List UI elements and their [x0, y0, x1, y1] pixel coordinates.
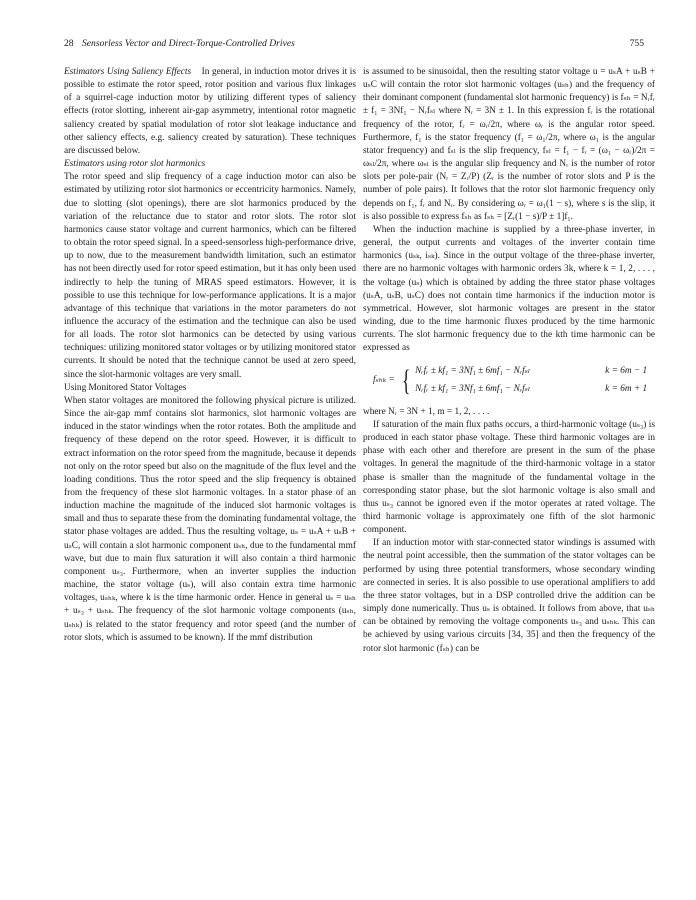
- right-column: [363, 66, 655, 656]
- page-number-right: 755: [629, 38, 644, 49]
- equation-cond-1: k = 6m − 1: [605, 366, 648, 377]
- heading-monitored-voltages: Using Monitored Stator Voltages: [64, 382, 187, 393]
- intro-paragraph: [64, 66, 356, 158]
- paragraph-saturation: If saturation of the main flux paths occurs, a third-harmonic voltage (uₛ₃) is produced in each stator phase voltage. These third harmonic voltages are in phase with each other and therefore are present in the sum of the phase voltages. In general the magnitude of the third-harmonic voltage in a stator phase is smaller than the magnitude of the fundamental voltage in the corresponding stator phase, but the slot harmonic voltage is also small and thus uₛ₃ cannot be ignored even if the motor operates at rated voltage. The third harmonic voltage is approximately one fifth of the slot harmonic component.: [363, 419, 655, 536]
- section-heading-saliency: Estimators Using Saliency Effects: [64, 67, 192, 77]
- equation-row-2: Nᵣfᵣ ± kf₁ = 3Nf₁ ± 6mf₁ − Nᵣfₛₗ: [415, 383, 531, 394]
- subheading-rotor-slot: Estimators using rotor slot harmonics: [64, 159, 206, 170]
- equation-row-1: Nᵣfᵣ ± kf₁ = 3Nf₁ ± 6mf₁ − Nᵣfₛₗ: [415, 366, 531, 377]
- equation-fshk: [373, 365, 655, 395]
- paragraph-sinusoidal: is assumed to be sinusoidal, then the resulting stator voltage u = uₛA + uₛB + uₛC will contain the rotor slot harmonic voltages (uₛₕ) and the frequency of their dominant component (fundamental slot harmonic frequency) is fₛₕ = Nᵣfᵣ ± f₁ = 3Nf₁ − Nᵣfₛₗ where Nᵣ = 3N ± 1. In this expression fᵣ is the rotational frequency of the rotor, fᵣ = ωᵣ/2π, where ωᵣ is the angular rotor speed. Furthermore, f₁ is the stator frequency (f₁ = ω₁/2π, where ω₁ is the angular stator frequency) and fₛₗ is the slip frequency, fₛₗ = f₁ − fᵣ = (ω₁ − ωᵣ)/2π = ωₛₗ/2π, where ωₛₗ is the angular slip frequency and Nᵣ is the number of rotor slots per pole-pair (Nᵣ = Zᵣ/P) (Zᵣ is the number of rotor slots and P is the number of pole pairs). It follows that the rotor slot harmonic frequency only depends on f₁, fᵣ and Nᵣ. By considering ωᵣ = ω₁(1 − s), where s is the slip, it is also possible to express fₛₕ as fₛₕ = [Zᵣ(1 − s)/P ± 1]f₁.: [363, 67, 655, 222]
- equation-brace: {: [401, 363, 411, 397]
- paragraph-monitored-voltages: When stator voltages are monitored the following physical picture is utilized. Since the air-gap mmf contains slot harmonics, slot harmonic voltages are induced in the stator windings when the rotor rotates. Both the amplitude and frequency of these depend on the rotor speed. However, it is difficult to extract information on the rotor speed from the magnitude, because it depends not only on the rotor speed but also on the magnitude of the flux level and the loading conditions. Thus the rotor speed and the slip frequency is obtained from the frequency of these slot harmonic voltages. In a stator phase of an induction machine the magnitude of the induced slot harmonic voltages is small and thus to separate these from the dominating fundamental voltage, the stator phase voltages are added. Thus the resulting voltage, uₛ = uₛA + uₛB + uₛC, will contain a slot harmonic component uₛₕ, due to the fundamental mmf wave, but due to main flux saturation it will also contain a third harmonic component uₛ₃. Furthermore, when an inverter supplies the induction machine, the stator voltage (uₛ), will also contain extra time harmonic voltages, uₛₕₖ, where k is the time harmonic order. Hence in general uₛ = uₛₕ + uₛ₃ + uₛₕₖ. The frequency of the slot harmonic voltage components (uₛₕ, uₛₕₖ) is related to the stator frequency and rotor speed (and the number of rotor slots, which is assumed to be known). If the mmf distribution: [64, 395, 356, 643]
- page-number-left: 28: [64, 38, 74, 49]
- paragraph-slot-harmonics: The rotor speed and slip frequency of a cage induction motor can also be estimated by utilizing rotor slot harmonics or eccentricity harmonics. Namely, due to slotting (slot openings), there are slot harmonics produced by the variation of the reluctance due to stator and rotor slots. The rotor slot harmonics cause stator voltage and current harmonics, which can be filtered to obtain the rotor speed signal. In a speed-sensorless high-performance drive, up to now, due to the measurement bandwidth limitation, such an estimator has not been directly used for rotor speed estimation, but it has only been used indirectly to help the tuning of MRAS speed estimators. However, it is possible to use this technique for low-performance applications. It is a major advantage of this technique that variations in the motor parameters do not influence the accuracy of the estimation and the technique can also be used for all loads. The rotor slot harmonics can be detected by using various techniques: utilizing monitored stator voltages or by utilizing monitored stator currents. It should be noted that the technique cannot be used at zero speed, since the slot-harmonic voltages are very small.: [64, 172, 356, 380]
- left-column: [64, 66, 356, 645]
- running-header: [64, 38, 648, 52]
- running-title: Sensorless Vector and Direct-Torque-Controlled Drives: [82, 38, 295, 49]
- equation-cond-2: k = 6m + 1: [605, 383, 648, 394]
- paragraph-star-connected: If an induction motor with star-connected stator windings is assumed with the neutral point accessible, then the summation of the stator voltages can be performed by using three potential transformers, whose secondary winding are connected in series. It is also possible to use operational amplifiers to add the three stator voltages, but in a DSP controlled drive the addition can be simply done numerically. Thus uₛ is obtained. It follows from above, that uₛₕ can be obtained by removing the voltage components uₛ₃ and uₛₕₖ. This can be achieved by using various circuits [34, 35] and then the frequency of the rotor slot harmonic (fₛₕ) can be: [363, 538, 655, 654]
- intro-text: In general, in induction motor drives it is possible to estimate the rotor speed, rotor position and various flux linkages of a squirrel-cage induction motor by utilizing different types of saliency effects (rotor slotting, inherent air-gap asymmetry, intentional rotor magnetic saliency created by spatial modulation of rotor slot leakage inductance and other saliency effects, e.g. saliency created by saturation). These techniques are discussed below.: [64, 67, 356, 156]
- where-line: where Nᵣ = 3N + 1, m = 1, 2, . . . .: [363, 406, 490, 417]
- paragraph-inverter: When the induction machine is supplied by a three-phase inverter, in general, the output currents and voltages of the inverter contain time harmonics (uₛₖ, iₛₖ). Since in the output voltage of the three-phase inverter, there are no harmonic voltages with harmonic orders 3k, where k = 1, 2, . . . , the voltage (uₛ) which is obtained by adding the three stator phase voltages (uₛA, uₛB, uₛC) does not contain time harmonics if the induction motor is symmetrical. However, slot harmonic voltages are present in the stator winding, due to the time harmonic fluxes produced by the time harmonic currents. The slot harmonic frequency due to the kth time harmonic can be expressed as: [363, 224, 655, 354]
- equation-lhs: fₛₕₖ =: [373, 375, 395, 386]
